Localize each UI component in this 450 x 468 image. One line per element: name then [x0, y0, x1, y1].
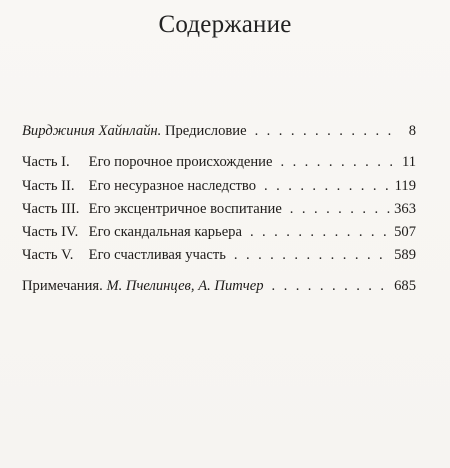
toc-entry-part-label: Часть III. [22, 201, 80, 217]
toc-entry-page: 363 [394, 201, 416, 217]
toc-entry-author: Вирджиния Хайнлайн. [22, 123, 162, 139]
toc-entry-preface[interactable] [22, 121, 416, 141]
toc-entry-part-4[interactable] [22, 222, 416, 242]
dot-leader [264, 176, 391, 196]
toc-entry-page: 685 [394, 278, 416, 294]
toc-entry-part-label: Часть I. [22, 154, 70, 170]
toc-entry-title: Его скандальная карьера [88, 224, 242, 240]
toc-entry-author: М. Пчелинцев, А. Питчер [106, 278, 264, 294]
toc-entry-page: 8 [408, 123, 416, 139]
toc-entry-title: Его несуразное наследство [88, 178, 257, 194]
dot-leader [290, 199, 390, 219]
toc-entry-part-5[interactable] [22, 245, 416, 265]
toc-entry-part-label: Часть IV. [22, 224, 79, 240]
toc-entry-title: Его порочное происхождение [88, 154, 273, 170]
toc-entry-part-1[interactable] [22, 152, 416, 172]
toc-entry-page: 507 [394, 224, 416, 240]
toc-entry-title: Его счастливая участь [88, 247, 226, 263]
toc-entry-part-2[interactable] [22, 176, 416, 196]
toc-entry-notes[interactable] [22, 276, 416, 296]
toc-entry-page: 11 [401, 154, 416, 170]
dot-leader [272, 276, 391, 296]
dot-leader [250, 222, 390, 242]
dot-leader [255, 121, 392, 141]
toc-entry-page: 119 [394, 178, 416, 194]
toc-entry-title: Примечания. [22, 278, 103, 294]
toc-entry-part-label: Часть V. [22, 247, 74, 263]
toc-entry-page: 589 [394, 247, 416, 263]
page-title: Содержание [158, 11, 292, 38]
toc-entry-part-3[interactable] [22, 199, 416, 219]
dot-leader [234, 245, 390, 265]
dot-leader [280, 152, 392, 172]
toc-entry-title: Предисловие [164, 123, 247, 139]
toc-entry-title: Его эксцентричное воспитание [88, 201, 282, 217]
toc-entry-part-label: Часть II. [22, 178, 75, 194]
